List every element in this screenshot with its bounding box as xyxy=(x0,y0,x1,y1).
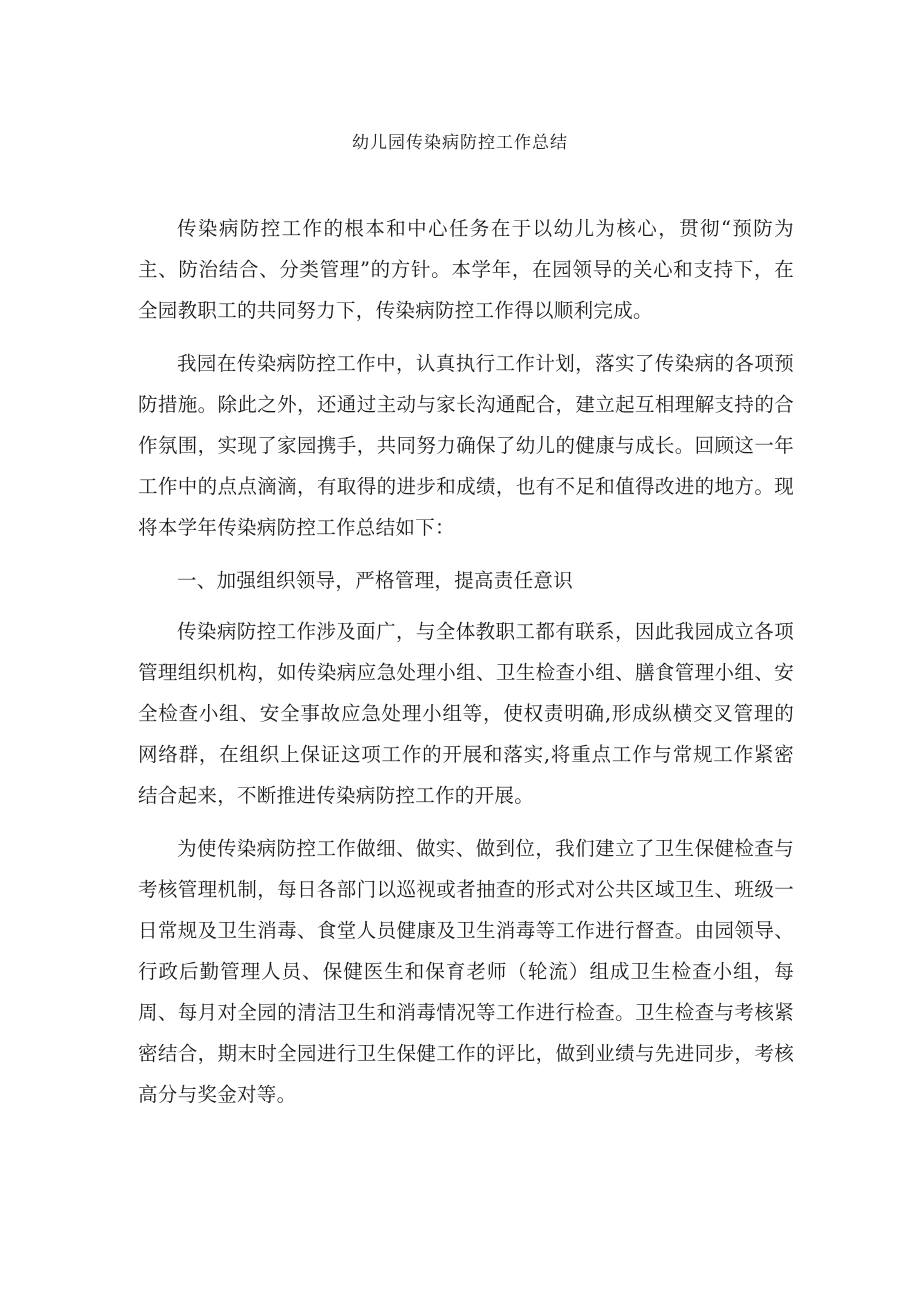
paragraph-inspection: 为使传染病防控工作做细、做实、做到位，我们建立了卫生保健检查与考核管理机制，每日各部门以巡视或者抽查的形式对公共区域卫生、班级一日常规及卫生消毒、食堂人员健康及卫生消毒等工作进行督查。由园领导、行政后勤管理人员、保健医生和保育老师（轮流）组成卫生检查小组，每周、每月对全园的清洁卫生和消毒情况等工作进行检查。卫生检查与考核紧密结合，期末时全园进行卫生保健工作的评比，做到业绩与先进同步，考核高分与奖金对等。 xyxy=(138,837,794,1106)
paragraph-overview: 我园在传染病防控工作中，认真执行工作计划，落实了传染病的各项预防措施。除此之外，还通过主动与家长沟通配合，建立起互相理解支持的合作氛围，实现了家园携手，共同努力确保了幼儿的健康与成长。回顾这一年工作中的点点滴滴，有取得的进步和成绩，也有不足和值得改进的地方。现将本学年传染病防控工作总结如下： xyxy=(138,352,794,539)
document-body xyxy=(138,208,794,1127)
document-title: 幼儿园传染病防控工作总结 xyxy=(352,133,568,153)
paragraph-intro: 传染病防控工作的根本和中心任务在于以幼儿为核心，贯彻“预防为主、防治结合、分类管理”的方针。本学年，在园领导的关心和支持下，在全园教职工的共同努力下，传染病防控工作得以顺利完成。 xyxy=(138,217,794,322)
section-heading-1: 一、加强组织领导，严格管理，提高责任意识 xyxy=(177,569,574,592)
paragraph-organization: 传染病防控工作涉及面广，与全体教职工都有联系，因此我园成立各项管理组织机构，如传染病应急处理小组、卫生检查小组、膳食管理小组、安全检查小组、安全事故应急处理小组等，使权责明确,形成纵横交叉管理的网络群，在组织上保证这项工作的开展和落实,将重点工作与常规工作紧密结合起来，不断推进传染病防控工作的开展。 xyxy=(138,620,794,807)
